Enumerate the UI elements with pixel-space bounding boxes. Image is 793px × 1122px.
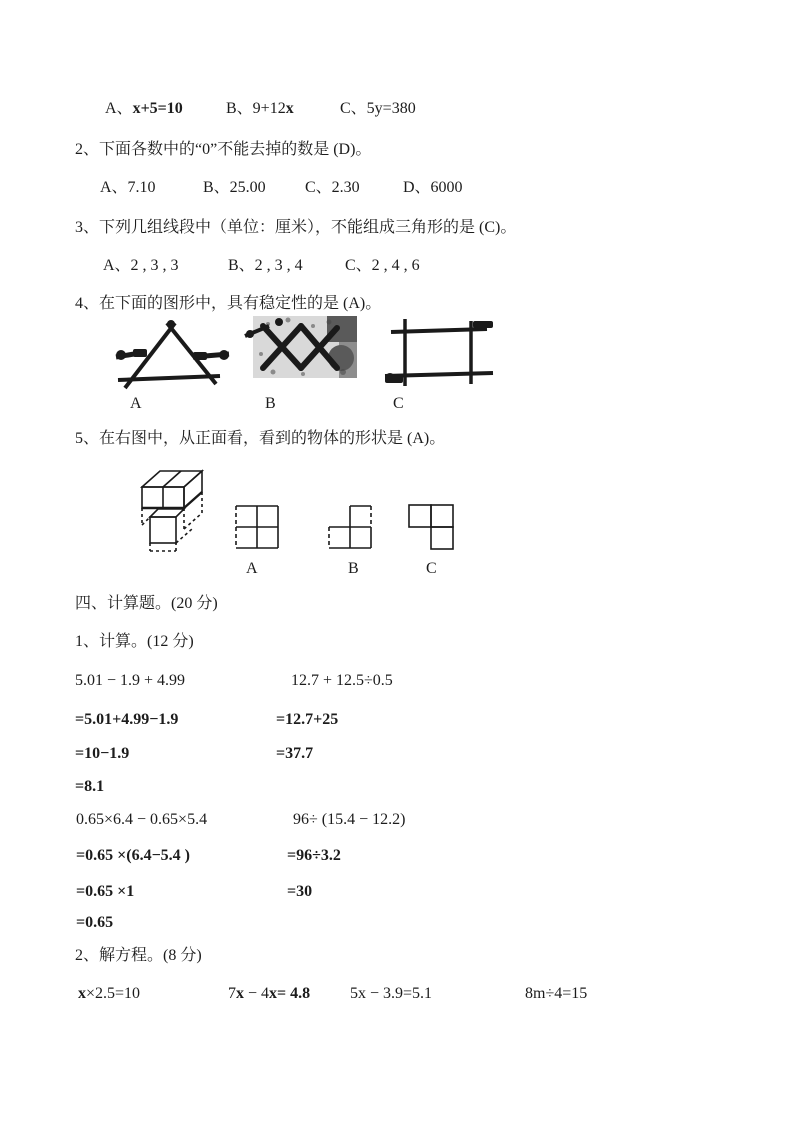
cube-stack-drawing [136, 465, 220, 559]
equation-1-x: x [78, 985, 86, 1002]
equation-3: 5x − 3.9=5.1 [350, 985, 433, 1002]
q3-option-a: A、2 , 3 , 3 [103, 257, 179, 274]
calc2-right-step1: =96÷3.2 [287, 847, 341, 864]
calc2-right-problem: 96÷ (15.4 − 12.2) [293, 811, 406, 828]
equation-2-x2-result: x= 4.8 [269, 985, 311, 1002]
q5-question-text: 5、在右图中，从正面看，看到的物体的形状是 (A)。 [75, 430, 446, 447]
q4-figure-b-scissor-gate [243, 314, 359, 386]
calc2-right-step2: =30 [287, 883, 313, 900]
q1-option-a-equation: x+5=10 [132, 100, 183, 117]
q5-figure-b-step-shape [327, 503, 375, 549]
calc1-right-step1: =12.7+25 [276, 711, 339, 728]
q2-option-d: D、6000 [403, 179, 463, 196]
q4-figure-label-b: B [265, 395, 276, 412]
q2-option-a: A、7.10 [100, 179, 156, 196]
q4-question-text: 4、在下面的图形中，具有稳定性的是 (A)。 [75, 295, 382, 312]
grid-2x2-drawing [234, 504, 282, 550]
q5-figure-c-l-shape [407, 503, 459, 551]
q3-option-c: C、2 , 4 , 6 [345, 257, 420, 274]
q2-option-c: C、2.30 [305, 179, 360, 196]
q4-figure-c-rectangle-frame [383, 317, 495, 390]
equation-4: 8m÷4=15 [525, 985, 588, 1002]
section4-heading: 四、计算题。(20 分) [75, 595, 218, 612]
scissor-gate-drawing [243, 314, 359, 386]
q5-figure-cube-stack [136, 465, 220, 559]
calc1-left-step1: =5.01+4.99−1.9 [75, 711, 179, 728]
q1-option-c: C、5y=380 [340, 100, 416, 117]
q1-option-b [226, 99, 294, 119]
equation-1-rest: ×2.5=10 [86, 985, 141, 1002]
q5-figure-label-c: C [426, 560, 437, 577]
section4-sub1-heading: 1、计算。(12 分) [75, 633, 194, 650]
equation-2 [228, 984, 310, 1004]
q4-figure-label-c: C [393, 395, 404, 412]
q5-figure-label-b: B [348, 560, 359, 577]
equation-1 [78, 984, 140, 1004]
q4-figure-label-a: A [130, 395, 142, 412]
equation-2-x1: x [236, 985, 244, 1002]
q1-option-a [105, 99, 183, 119]
equation-2-coef: 7 [228, 985, 236, 1002]
q4-figure-a-triangle-frame [113, 316, 235, 392]
section4-sub2-heading: 2、解方程。(8 分) [75, 947, 202, 964]
q5-figure-a-square-grid [234, 504, 282, 550]
equation-2-mid: − 4 [244, 985, 270, 1002]
calc2-left-step2: =0.65 ×1 [76, 883, 135, 900]
q2-option-b: B、25.00 [203, 179, 266, 196]
rectangle-frame-drawing [383, 317, 495, 390]
q3-option-b: B、2 , 3 , 4 [228, 257, 303, 274]
calc1-right-step2: =37.7 [276, 745, 314, 762]
q3-question-text: 3、下列几组线段中（单位：厘米），不能组成三角形的是 (C)。 [75, 219, 517, 236]
q1-option-a-prefix: A、 [105, 100, 133, 117]
calc2-left-problem: 0.65×6.4 − 0.65×5.4 [76, 811, 208, 828]
q1-option-b-prefix: B、9+12 [226, 100, 286, 117]
calc1-left-answer: =8.1 [75, 778, 105, 795]
q2-question-text: 2、下面各数中的“0”不能去掉的数是 (D)。 [75, 141, 372, 158]
calc2-left-step1: =0.65 ×(6.4−5.4 ) [76, 847, 191, 864]
calc1-left-problem: 5.01 − 1.9 + 4.99 [75, 672, 186, 689]
step-shape-drawing [327, 503, 375, 549]
q1-option-b-x: x [285, 100, 294, 117]
triangle-frame-drawing [113, 316, 235, 392]
calc1-left-step2: =10−1.9 [75, 745, 130, 762]
calc1-right-problem: 12.7 + 12.5÷0.5 [291, 672, 393, 689]
q5-figure-label-a: A [246, 560, 258, 577]
l-shape-drawing [407, 503, 459, 551]
calc2-left-answer: =0.65 [76, 914, 114, 931]
